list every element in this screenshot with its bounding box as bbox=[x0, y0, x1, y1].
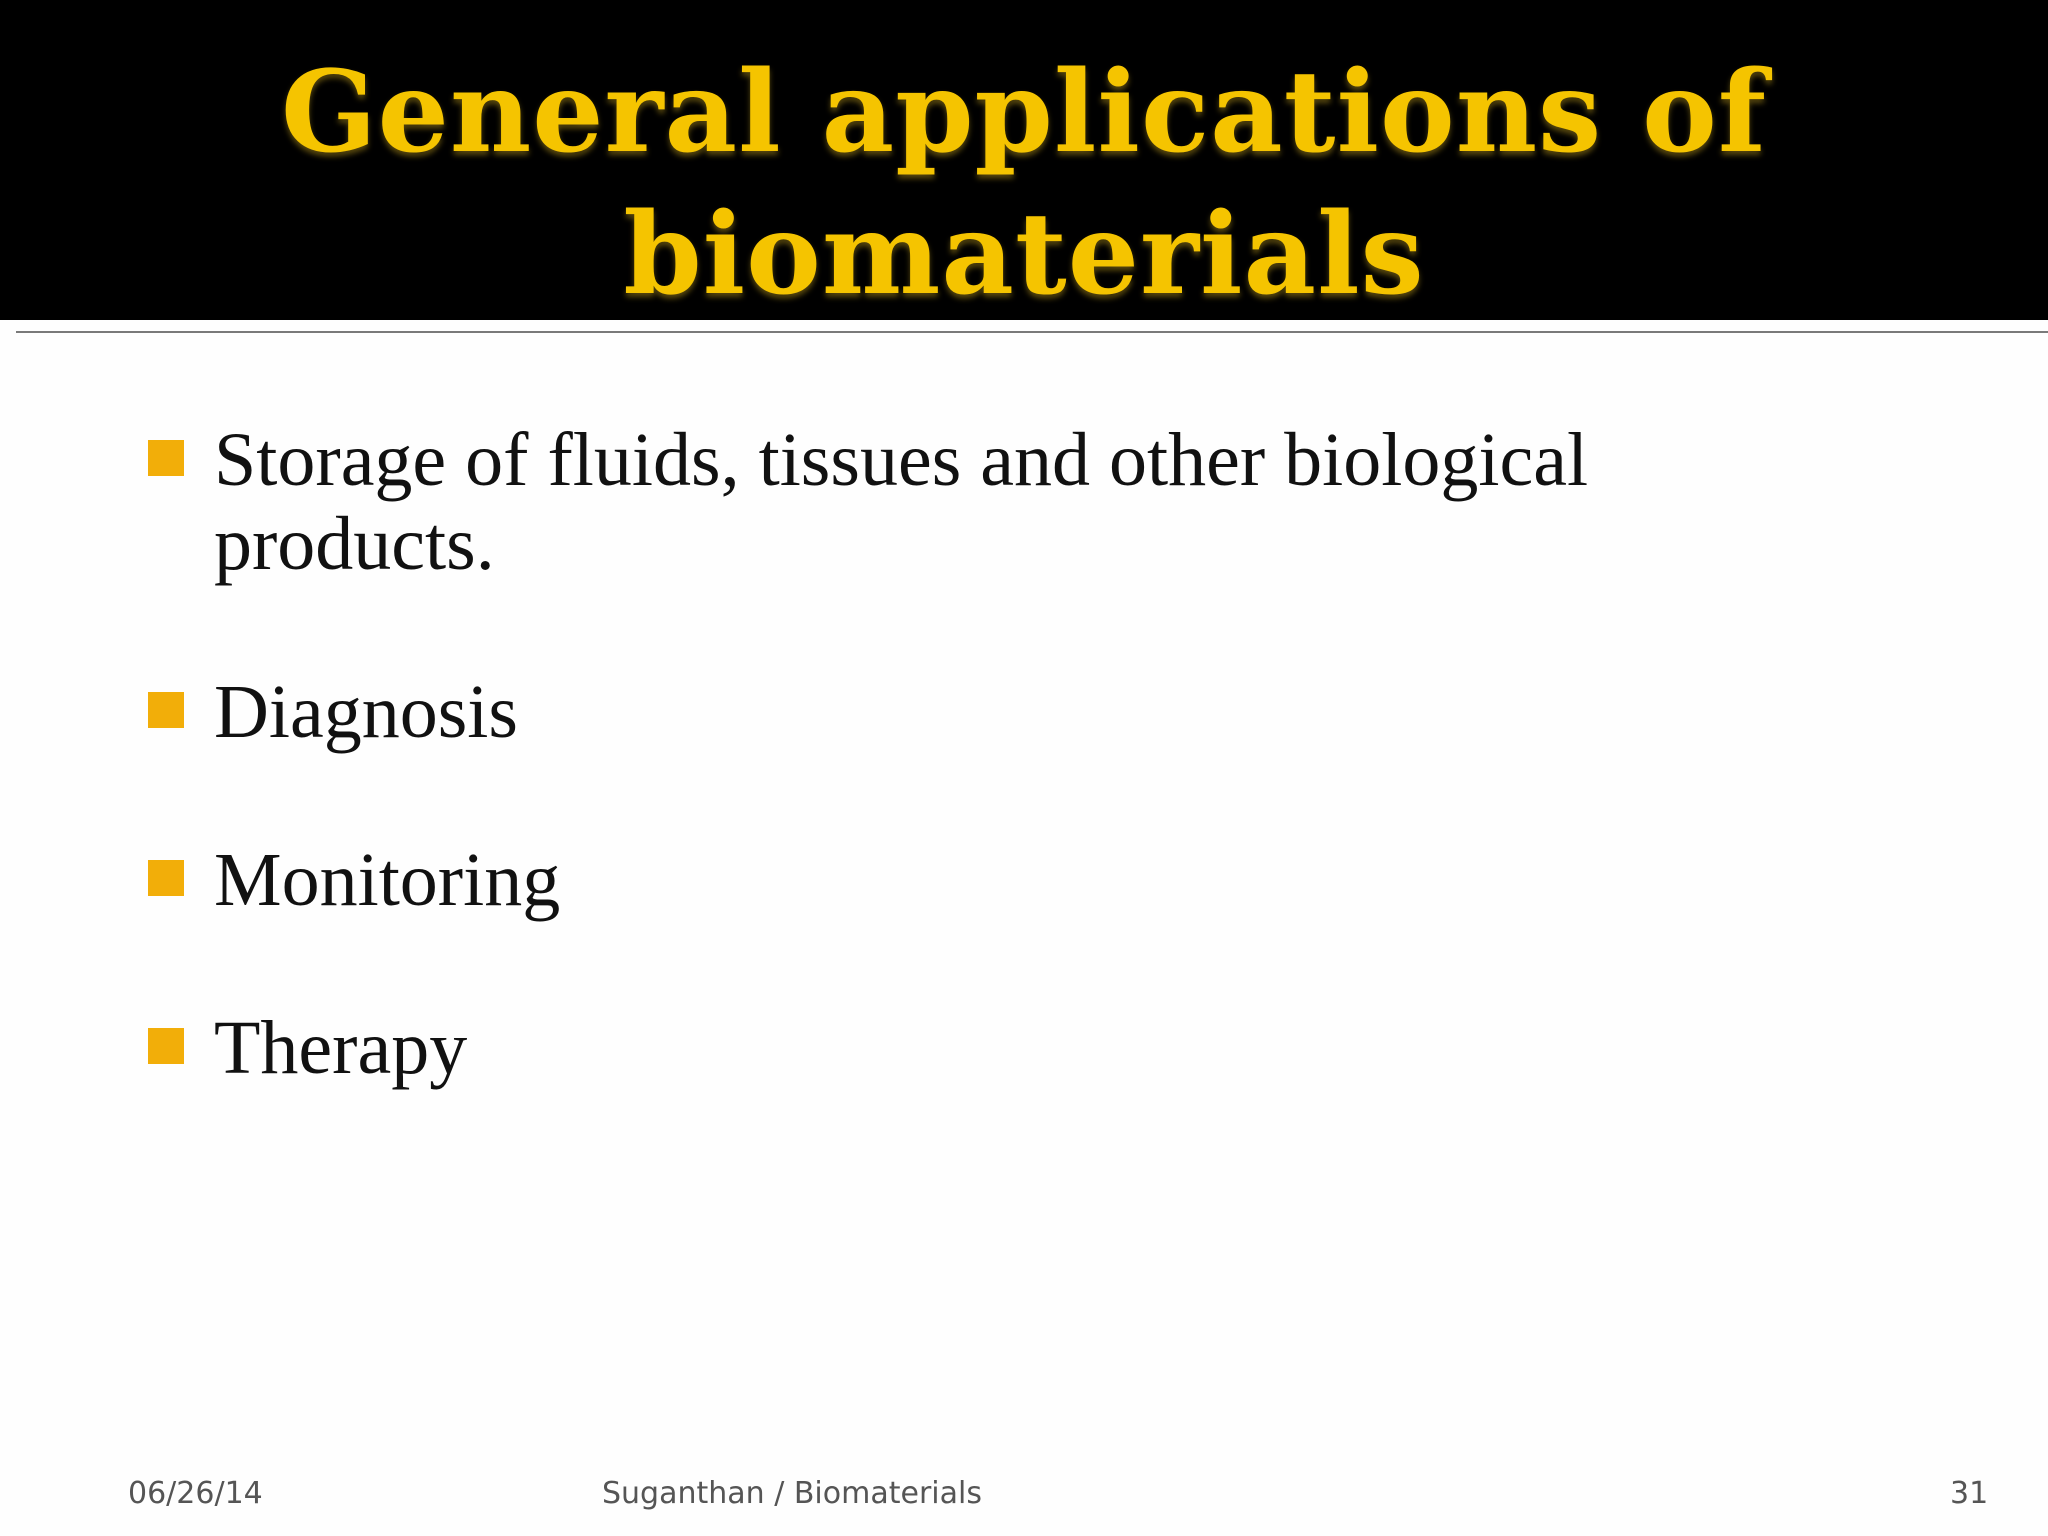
bullet-text: Therapy bbox=[214, 1006, 468, 1090]
slide-title bbox=[0, 42, 2048, 326]
footer-date: 06/26/14 bbox=[128, 1476, 263, 1511]
orange-square-bullet-icon bbox=[148, 1028, 184, 1064]
slide-number: 31 bbox=[1950, 1476, 1989, 1511]
title-divider bbox=[16, 331, 2048, 333]
orange-square-bullet-icon bbox=[148, 692, 184, 728]
orange-square-bullet-icon bbox=[148, 860, 184, 896]
bullet-text: Monitoring bbox=[214, 838, 561, 922]
slide-title-line-2: biomaterials bbox=[623, 189, 1425, 320]
title-bar bbox=[0, 0, 2048, 320]
footer-presentation-title: Suganthan / Biomaterials bbox=[602, 1476, 982, 1511]
bullet-text: Storage of fluids, tissues and other biological products. bbox=[214, 418, 1589, 586]
orange-square-bullet-icon bbox=[148, 440, 184, 476]
bullet-text: Diagnosis bbox=[214, 670, 518, 754]
slide-title-line-1: General applications of bbox=[280, 47, 1768, 178]
